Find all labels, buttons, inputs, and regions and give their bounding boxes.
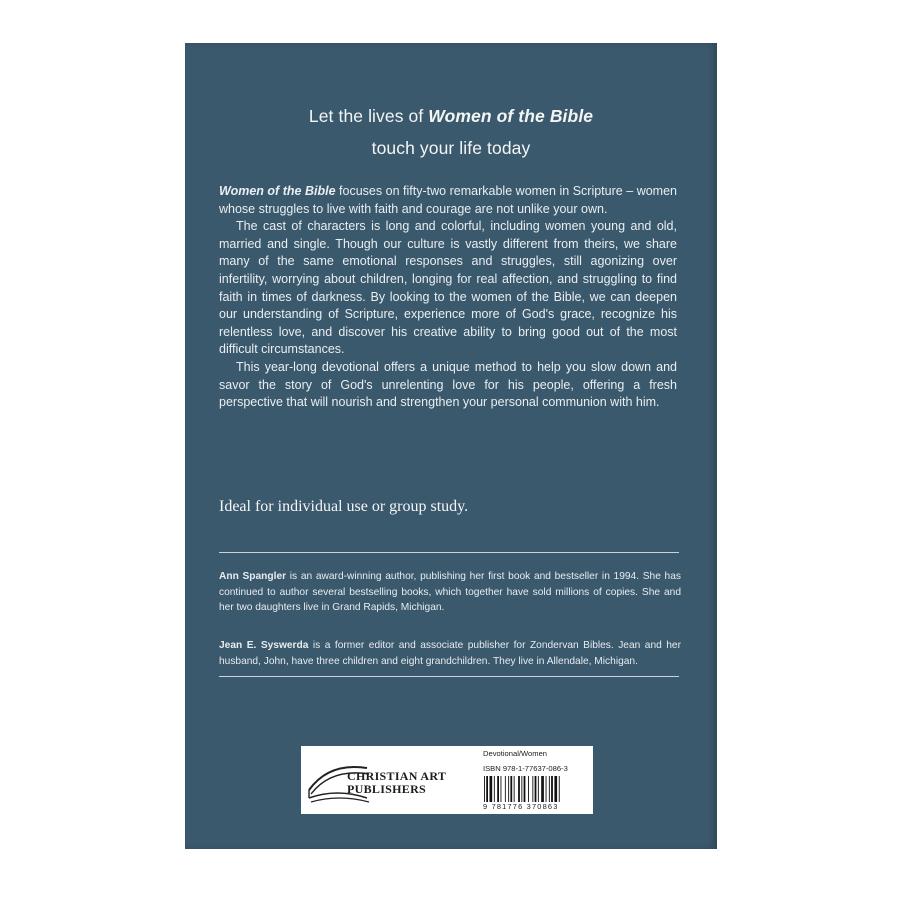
headline-line-2: touch your life today xyxy=(371,138,531,158)
publisher-name xyxy=(347,770,446,796)
author-bio-text-1: is an award-winning author, publishing her first book and bestseller in 1994. She has continued to author several bestselling books, which together have sold millions of copies. She and her two daughters live in Grand Rapids, Michigan. xyxy=(219,571,681,613)
divider-top xyxy=(219,552,679,553)
isbn-label: ISBN 978-1-77637-086-3 xyxy=(483,764,568,773)
author-bio-2 xyxy=(219,638,681,669)
barcode-label xyxy=(301,746,593,814)
description-paragraph-2: The cast of characters is long and colorful, including women young and old, married and single. Though our culture is vastly different from theirs, we share many of the same emotional responses and struggles, still agonizing over infertility, worrying about children, longing for real affection, and struggling to find faith in times of darkness. By looking to the women of the Bible, we can deepen our understanding of Scripture, experience more of God's grace, recognize his relentless love, and discover his creative ability to bring good out of the most difficult circumstances. xyxy=(219,219,677,357)
author-bio-text-2: is a former editor and associate publisher for Zondervan Bibles. Jean and her husband, John, have three children and eight grandchildren. They live in Allendale, Michigan. xyxy=(219,640,681,667)
publisher-name-line-2: PUBLISHERS xyxy=(347,782,427,796)
book-back-cover xyxy=(185,43,717,849)
description-paragraph-3: This year-long devotional offers a unique method to help you slow down and savor the story of God's unrelenting love for his people, offering a fresh perspective that will nourish and strengthen your personal communion with him. xyxy=(219,359,677,410)
category-label: Devotional/Women xyxy=(483,749,548,758)
barcode-number: 9 781776 370863 xyxy=(483,802,559,811)
author-name-1: Ann Spangler xyxy=(219,571,287,582)
author-name-2: Jean E. Syswerda xyxy=(219,640,309,651)
publisher-name-line-1: CHRISTIAN ART xyxy=(347,769,447,783)
headline-line-1 xyxy=(185,106,717,127)
description-p1-text: focuses on fifty-two remarkable women in Scripture – women whose struggles to live with faith and courage are not unlike your own. xyxy=(219,184,677,216)
description xyxy=(219,183,677,412)
ideal-tagline: Ideal for individual use or group study. xyxy=(219,498,469,515)
description-book-title: Women of the Bible xyxy=(219,184,336,198)
headline-book-title: Women of the Bible xyxy=(428,106,594,126)
publisher-logo xyxy=(307,754,479,808)
divider-bottom xyxy=(219,676,679,677)
barcode-icon xyxy=(483,776,587,802)
description-paragraph-1 xyxy=(219,183,677,218)
author-bio-1 xyxy=(219,569,681,616)
headline-prefix: Let the lives of xyxy=(308,106,429,126)
